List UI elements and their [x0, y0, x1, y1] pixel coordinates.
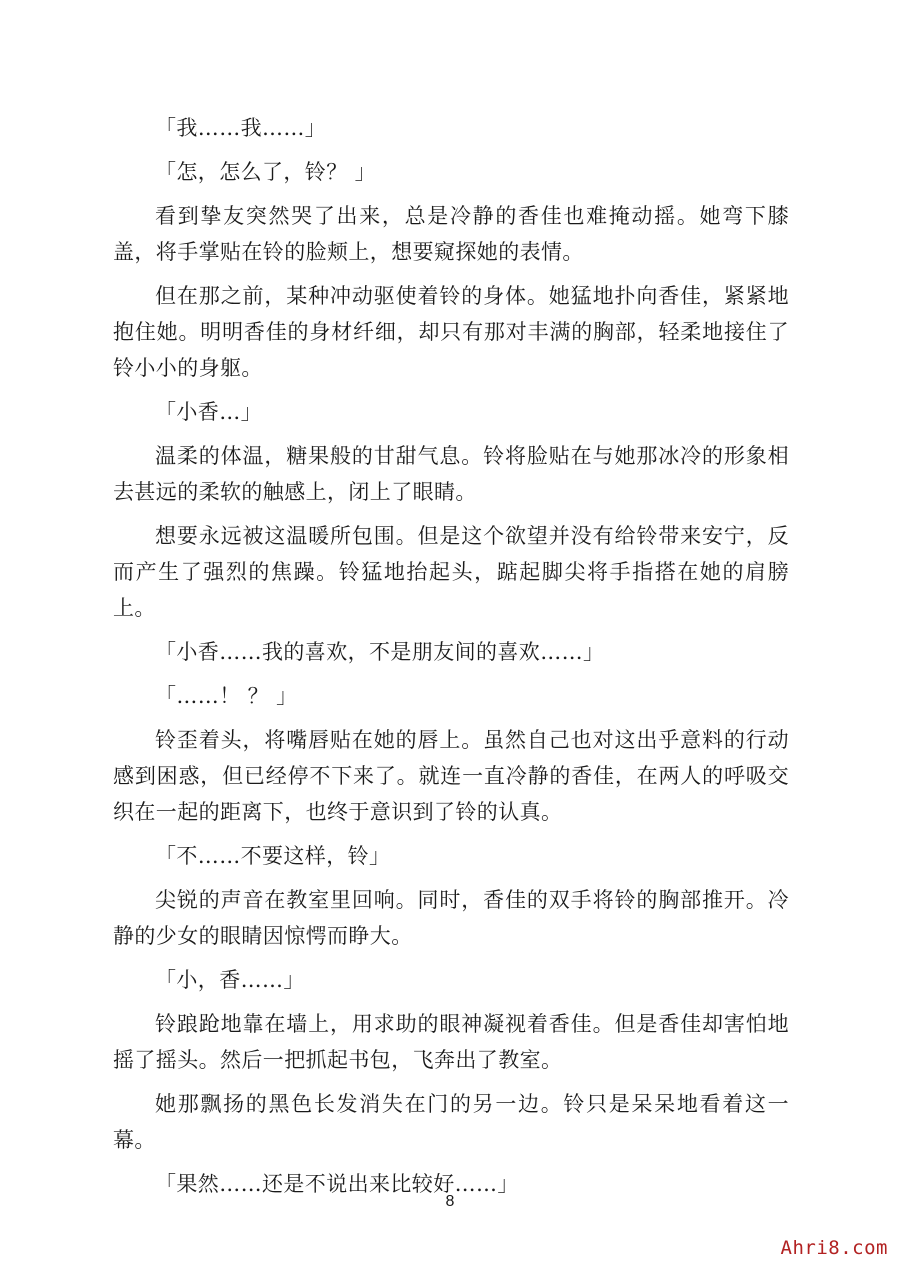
watermark: Ahri8.com [780, 1237, 888, 1259]
paragraph: 「我……我……」 [155, 116, 327, 140]
paragraph: 「小香…」 [155, 400, 262, 424]
paragraph: 她那飘扬的黑色长发消失在门的另一边。铃只是呆呆地看着这一幕。 [113, 1092, 789, 1152]
paragraph: 「不……不要这样，铃」 [155, 844, 391, 868]
paragraph: 「小，香……」 [155, 968, 305, 992]
paragraph: 看到挚友突然哭了出来，总是冷静的香佳也难掩动摇。她弯下膝盖，将手掌贴在铃的脸颊上，想要窥探她的表情。 [113, 204, 789, 264]
page-number: 8 [445, 1193, 455, 1210]
page-body [113, 110, 789, 1210]
paragraph: 但在那之前，某种冲动驱使着铃的身体。她猛地扑向香佳，紧紧地抱住她。明明香佳的身材纤细，却只有那对丰满的胸部，轻柔地接住了铃小小的身躯。 [113, 284, 789, 380]
paragraph: 「……！ ？ 」 [155, 684, 298, 708]
paragraph: 想要永远被这温暖所包围。但是这个欲望并没有给铃带来安宁，反而产生了强烈的焦躁。铃猛地抬起头，踮起脚尖将手指搭在她的肩膀上。 [113, 524, 789, 620]
paragraph: 尖锐的声音在教室里回响。同时，香佳的双手将铃的胸部推开。冷静的少女的眼睛因惊愕而睁大。 [113, 888, 789, 948]
paragraph: 「果然……还是不说出来比较好……」 [155, 1172, 519, 1196]
paragraph: 「小香……我的喜欢，不是朋友间的喜欢……」 [155, 640, 605, 664]
paragraph: 铃歪着头，将嘴唇贴在她的唇上。虽然自己也对这出乎意料的行动感到困惑，但已经停不下来了。就连一直冷静的香佳，在两人的呼吸交织在一起的距离下，也终于意识到了铃的认真。 [113, 728, 789, 824]
paragraph: 温柔的体温，糖果般的甘甜气息。铃将脸贴在与她那冰冷的形象相去甚远的柔软的触感上，闭上了眼睛。 [113, 444, 789, 504]
paragraph: 「怎，怎么了，铃？ 」 [155, 160, 377, 184]
paragraph: 铃踉跄地靠在墙上，用求助的眼神凝视着香佳。但是香佳却害怕地摇了摇头。然后一把抓起书包，飞奔出了教室。 [113, 1012, 789, 1072]
